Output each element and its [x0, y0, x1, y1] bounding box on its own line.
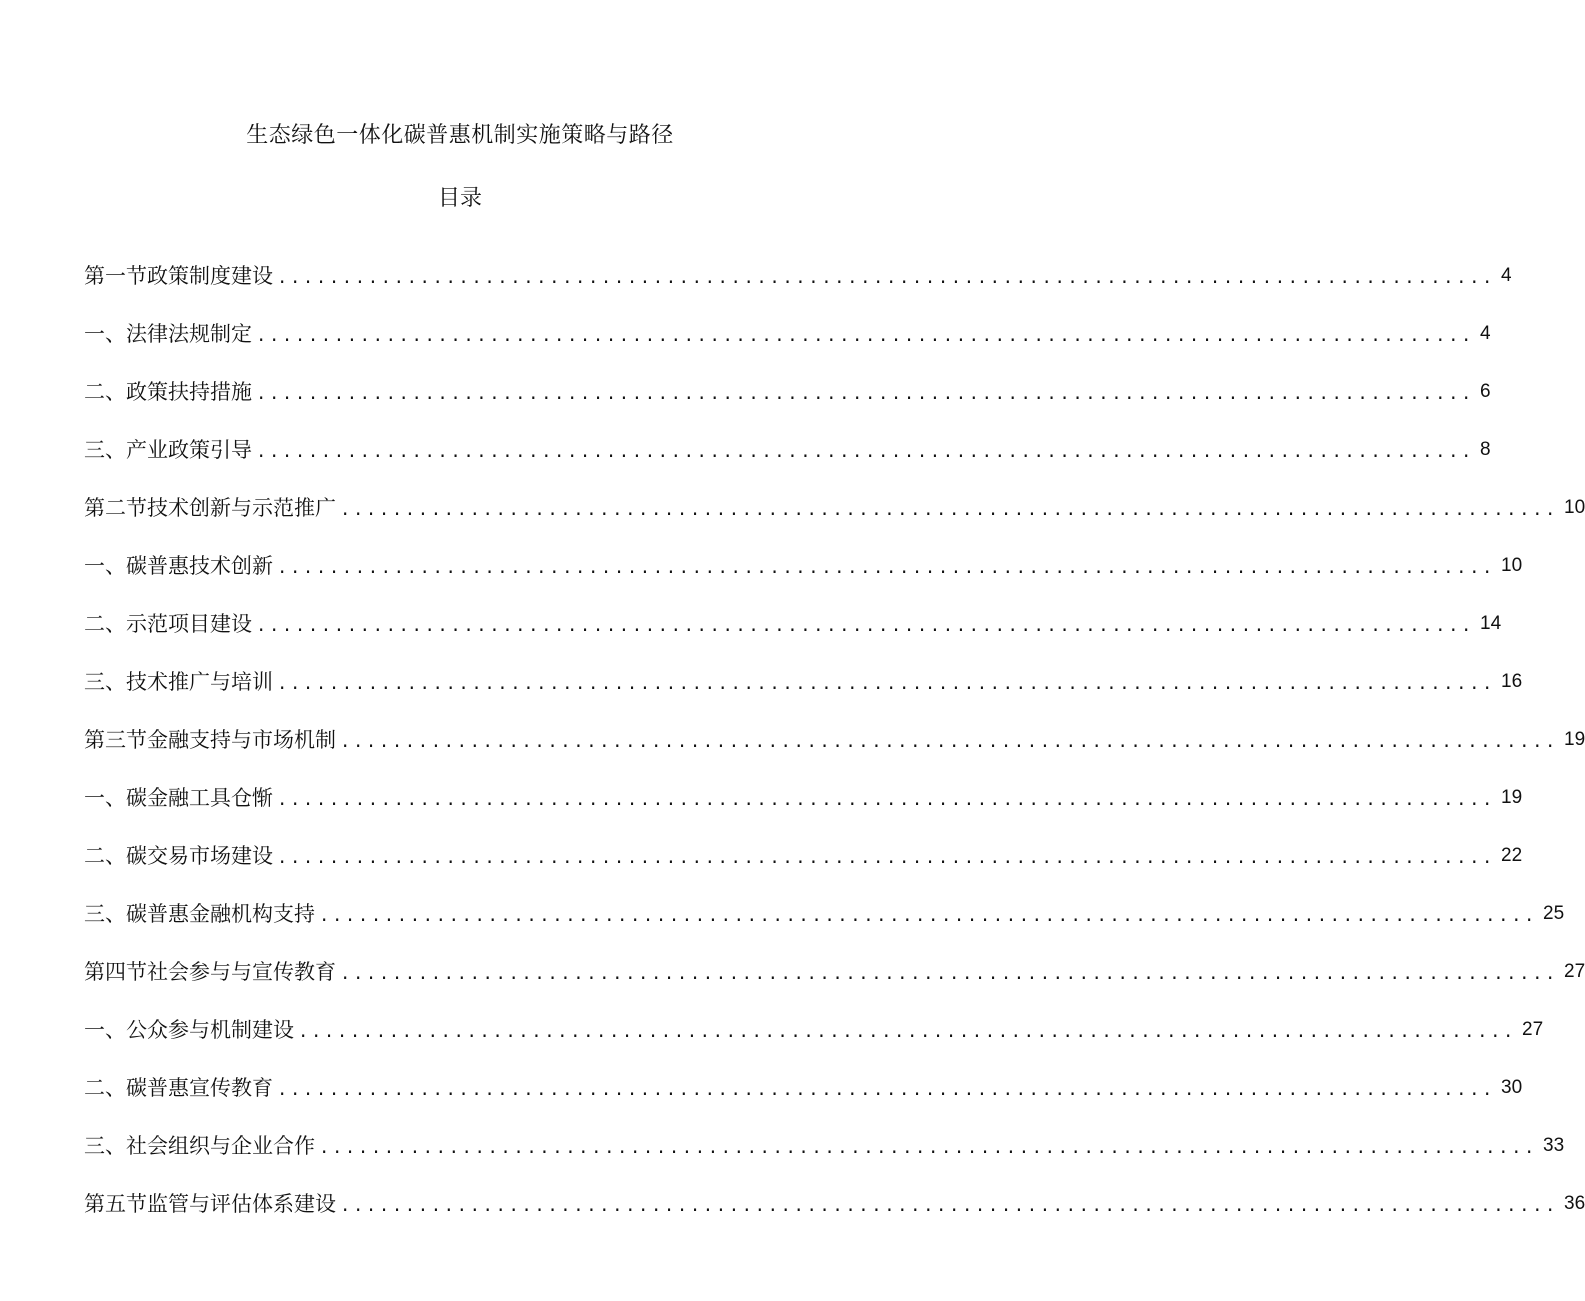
toc-entry-label: 第一节政策制度建设	[84, 264, 273, 288]
toc-entry[interactable]	[84, 932, 1585, 990]
toc-entry-page: 27	[1522, 1019, 1544, 1040]
toc-entry[interactable]	[84, 758, 1523, 816]
toc-entry-page: 19	[1501, 787, 1523, 808]
toc-entry-label: 二、碳普惠宣传教育	[84, 1076, 273, 1100]
toc-entry-page: 14	[1480, 613, 1502, 634]
toc-entry-label: 二、示范项目建设	[84, 612, 252, 636]
toc-entry-page: 16	[1501, 671, 1523, 692]
toc-leader-dots: ..............................................................................................	[342, 960, 1560, 984]
toc-leader-dots: ..............................................................................................	[279, 670, 1497, 694]
toc-entry-label: 一、碳金融工具仓惭	[84, 786, 273, 810]
toc-entry[interactable]	[84, 526, 1523, 584]
toc-entry-label: 二、碳交易市场建设	[84, 844, 273, 868]
toc-entry-label: 一、法律法规制定	[84, 322, 252, 346]
toc-leader-dots: ..............................................................................................	[258, 612, 1476, 636]
toc-entry-label: 第四节社会参与与宣传教育	[84, 960, 336, 984]
toc-leader-dots: ..............................................................................................	[321, 1134, 1539, 1158]
toc-entry-page: 10	[1501, 555, 1523, 576]
toc-entry[interactable]	[84, 1106, 1565, 1164]
toc-entry-page: 25	[1543, 903, 1565, 924]
toc-leader-dots: ..............................................................................................	[279, 264, 1497, 288]
toc-entry-label: 第五节监管与评估体系建设	[84, 1192, 336, 1216]
toc-entry-label: 一、公众参与机制建设	[84, 1018, 294, 1042]
toc-entry-page: 4	[1480, 323, 1491, 344]
toc-leader-dots: ..............................................................................................	[279, 786, 1497, 810]
toc-entry-page: 6	[1480, 381, 1491, 402]
toc-entry[interactable]	[84, 236, 1512, 294]
toc-leader-dots: ..............................................................................................	[342, 496, 1560, 520]
toc-entry[interactable]	[84, 410, 1491, 468]
toc-entry-label: 三、技术推广与培训	[84, 670, 273, 694]
toc-entry-page: 19	[1564, 729, 1585, 750]
toc-entry[interactable]	[84, 700, 1585, 758]
toc-entry-page: 36	[1564, 1193, 1585, 1214]
toc-leader-dots: ..............................................................................................	[258, 438, 1476, 462]
toc-entry-page: 4	[1501, 265, 1512, 286]
toc-entry-label: 一、碳普惠技术创新	[84, 554, 273, 578]
toc-entry[interactable]	[84, 1048, 1523, 1106]
toc-entry-label: 第二节技术创新与示范推广	[84, 496, 336, 520]
document-title: 生态绿色一体化碳普惠机制实施策略与路径	[246, 123, 674, 148]
toc-entry-label: 三、碳普惠金融机构支持	[84, 902, 315, 926]
toc-entry-page: 8	[1480, 439, 1491, 460]
toc-entry-page: 27	[1564, 961, 1585, 982]
toc-leader-dots: ..............................................................................................	[342, 1192, 1560, 1216]
toc-leader-dots: ..............................................................................................	[279, 844, 1497, 868]
toc-entry[interactable]	[84, 990, 1544, 1048]
toc-entry[interactable]	[84, 874, 1565, 932]
toc-leader-dots: ..............................................................................................	[321, 902, 1539, 926]
toc-entry-page: 30	[1501, 1077, 1523, 1098]
toc-leader-dots: ..............................................................................................	[300, 1018, 1518, 1042]
toc-entry-label: 二、政策扶持措施	[84, 380, 252, 404]
toc-entry[interactable]	[84, 1164, 1585, 1222]
toc-entry[interactable]	[84, 468, 1585, 526]
toc-leader-dots: ..............................................................................................	[279, 1076, 1497, 1100]
toc-entry[interactable]	[84, 584, 1502, 642]
toc-entry-label: 第三节金融支持与市场机制	[84, 728, 336, 752]
toc-entry-label: 三、社会组织与企业合作	[84, 1134, 315, 1158]
toc-leader-dots: ..............................................................................................	[258, 322, 1476, 346]
toc-entry[interactable]	[84, 642, 1523, 700]
toc-leader-dots: ..............................................................................................	[279, 554, 1497, 578]
toc-entry[interactable]	[84, 352, 1491, 410]
toc-entry-label: 三、产业政策引导	[84, 438, 252, 462]
toc-entry-page: 33	[1543, 1135, 1565, 1156]
toc-leader-dots: ..............................................................................................	[258, 380, 1476, 404]
toc-entry[interactable]	[84, 294, 1491, 352]
toc-entry-page: 22	[1501, 845, 1523, 866]
toc-heading: 目录	[437, 186, 482, 211]
toc-entry[interactable]	[84, 816, 1523, 874]
table-of-contents	[84, 236, 1585, 1222]
toc-entry-page: 10	[1564, 497, 1585, 518]
toc-leader-dots: ..............................................................................................	[342, 728, 1560, 752]
